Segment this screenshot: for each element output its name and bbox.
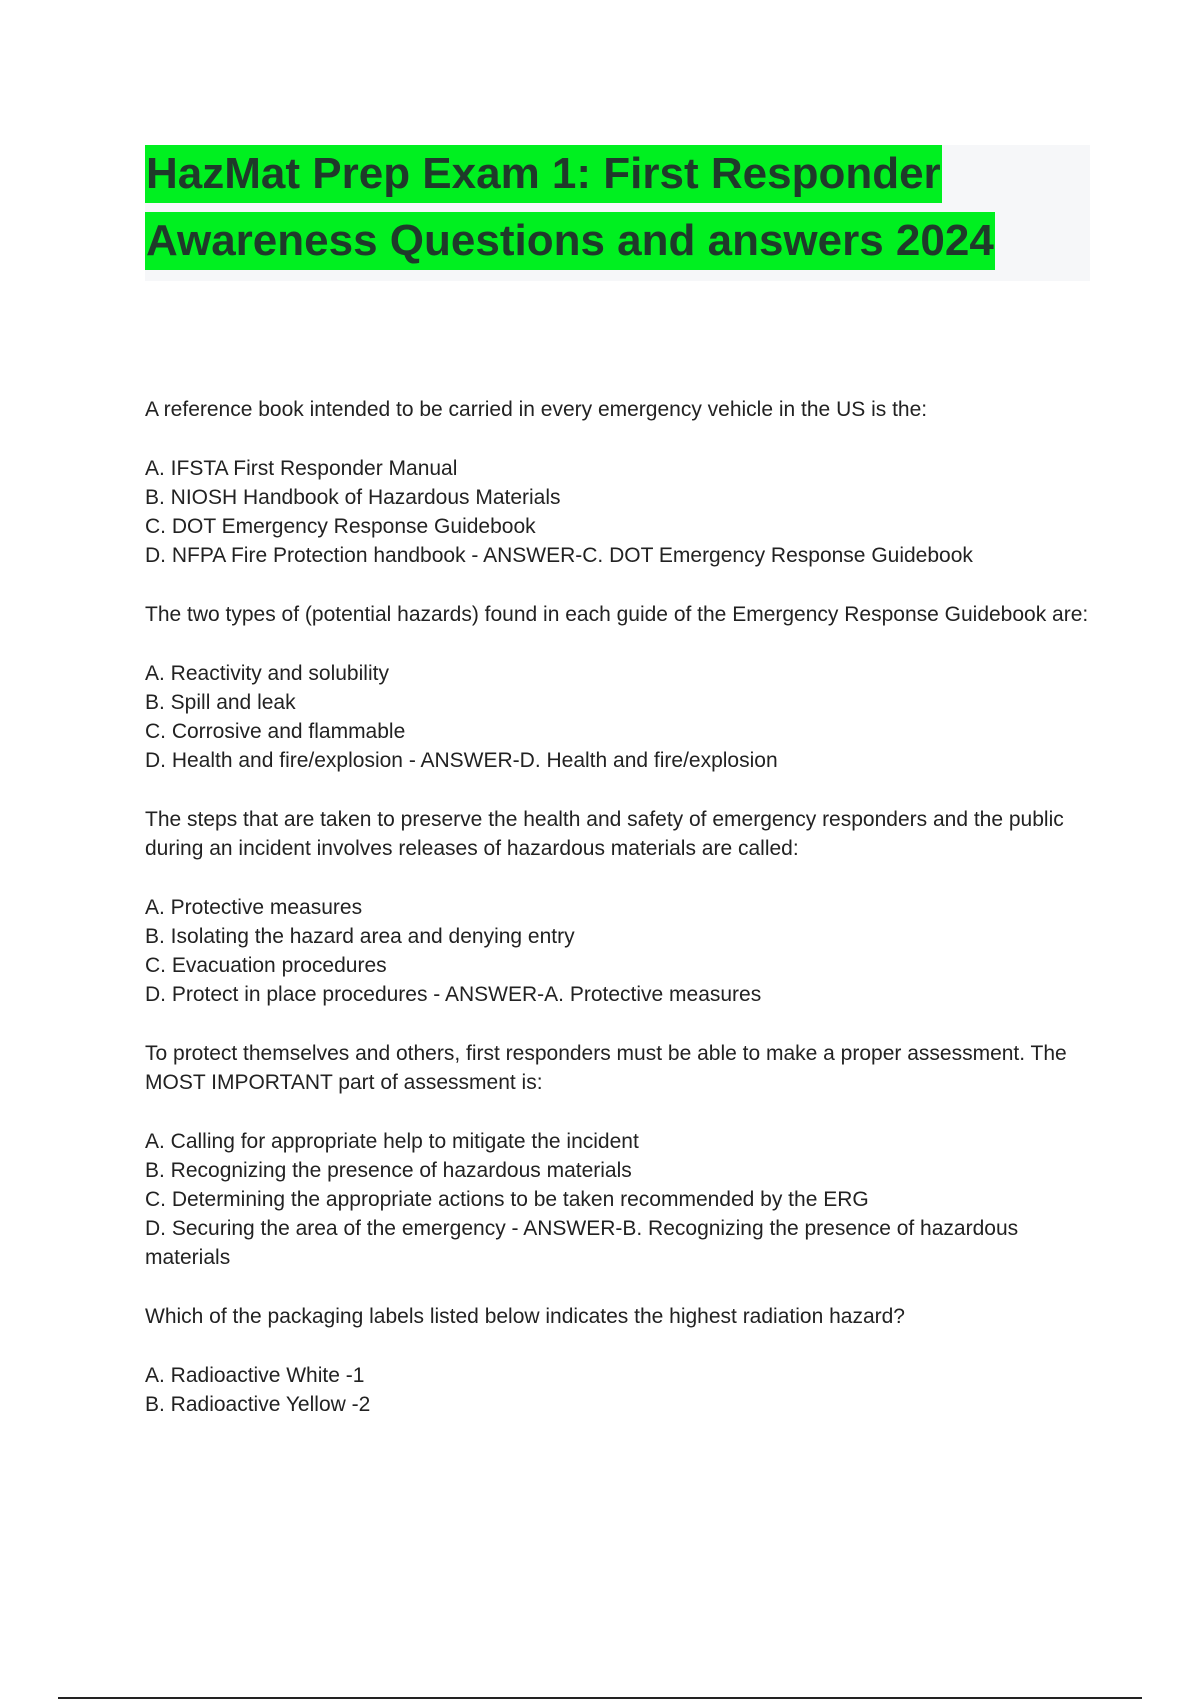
footer-divider [58,1697,1142,1699]
answer-option: B. Isolating the hazard area and denying entry [145,925,575,948]
answer-option: A. Radioactive White -1 [145,1364,365,1387]
answer-options [145,1127,1095,1272]
answer-option: B. Radioactive Yellow -2 [145,1393,371,1416]
answer-option: D. NFPA Fire Protection handbook - ANSWER-C. DOT Emergency Response Guidebook [145,544,973,567]
answer-options [145,1361,1095,1419]
question-text: A reference book intended to be carried in every emergency vehicle in the US is the: [145,398,928,421]
question-text: The steps that are taken to preserve the health and safety of emergency responders and the public during an incident involves releases of hazardous materials are called: [145,808,1064,860]
answer-option: A. Reactivity and solubility [145,662,389,685]
answer-option: C. Corrosive and flammable [145,720,406,743]
answer-options [145,893,1095,1009]
answer-option: C. Evacuation procedures [145,954,387,977]
answer-options [145,659,1095,775]
answer-option: A. Calling for appropriate help to mitigate the incident [145,1130,639,1153]
question-text: To protect themselves and others, first responders must be able to make a proper assessment. The MOST IMPORTANT part of assessment is: [145,1042,1067,1094]
answer-option: A. IFSTA First Responder Manual [145,457,458,480]
answer-option: D. Protect in place procedures - ANSWER-A. Protective measures [145,983,762,1006]
answer-option: A. Protective measures [145,896,363,919]
answer-option: B. NIOSH Handbook of Hazardous Materials [145,486,561,509]
question-text: The two types of (potential hazards) found in each guide of the Emergency Response Guidebook are: [145,603,1089,626]
question-text: Which of the packaging labels listed below indicates the highest radiation hazard? [145,1305,905,1328]
document-title-line-2: Awareness Questions and answers 2024 [145,212,995,270]
answer-option: C. DOT Emergency Response Guidebook [145,515,536,538]
document-title-line-1: HazMat Prep Exam 1: First Responder [145,145,942,203]
answer-option: B. Spill and leak [145,691,296,714]
answer-option: C. Determining the appropriate actions to be taken recommended by the ERG [145,1188,869,1211]
answer-option: D. Health and fire/explosion - ANSWER-D. Health and fire/explosion [145,749,778,772]
document-body [145,395,1095,1449]
answer-options [145,454,1095,570]
answer-option: B. Recognizing the presence of hazardous materials [145,1159,632,1182]
answer-option: D. Securing the area of the emergency - ANSWER-B. Recognizing the presence of hazardous materials [145,1217,1019,1269]
